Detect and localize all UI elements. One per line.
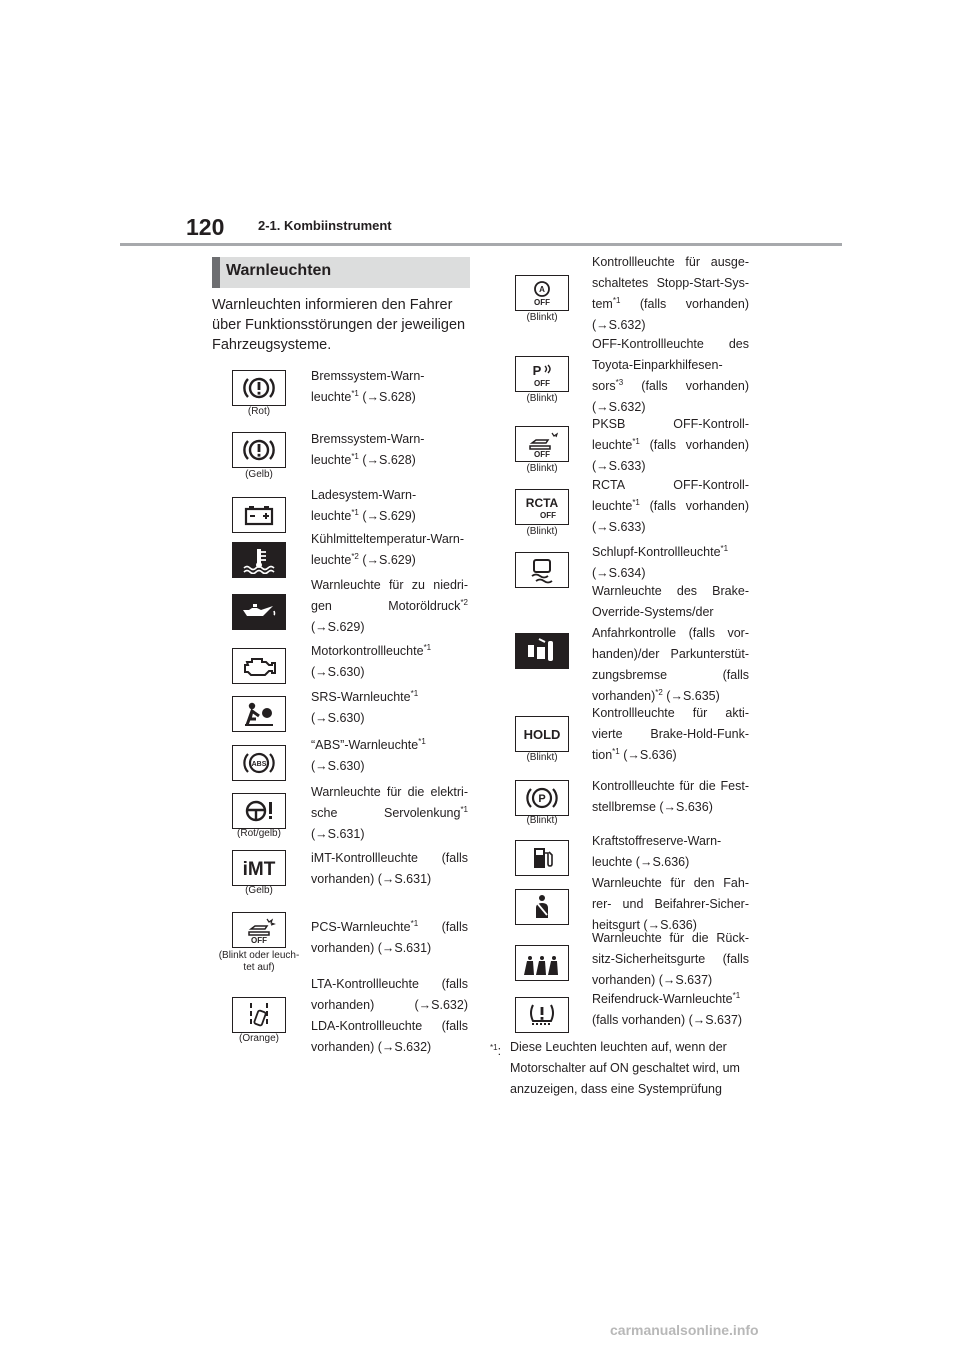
- description-line: Warnleuchte für zu niedri-: [311, 578, 468, 592]
- icon-caption: (Gelb): [245, 885, 273, 896]
- description-line: SRS-Warnleuchte$^{*1}$: [311, 688, 419, 704]
- tire-pressure-icon: [515, 997, 569, 1033]
- warning-light-description: [311, 429, 468, 471]
- hold-icon: [515, 716, 569, 752]
- description-line: Override-Systems/der: [592, 605, 714, 619]
- description-line: leuchte$^{*1}$ (→S.629): [311, 507, 416, 523]
- warning-light-description: [311, 575, 468, 638]
- icon-caption: (Blinkt): [526, 463, 558, 474]
- icon-caption: (Blinkt): [526, 815, 558, 826]
- svg-text:OFF: OFF: [534, 379, 550, 388]
- parking-brake-icon: [515, 780, 569, 816]
- description-line: handen)/der Parkunterstüt-: [592, 647, 749, 661]
- steering-warning-icon: [232, 793, 286, 829]
- slip-icon: [515, 552, 569, 588]
- rcta-off-icon: [515, 489, 569, 525]
- oil-can-icon: [232, 594, 286, 630]
- seatbelt-icon: [515, 889, 569, 925]
- description-line: Schlupf-Kontrollleuchte$^{*1}$: [592, 543, 729, 559]
- rear-seatbelt-icon: [515, 945, 569, 981]
- description-line: LTA-Kontrollleuchte (falls: [311, 977, 468, 991]
- warning-light-description: [592, 581, 749, 707]
- warning-light-description: [592, 252, 749, 336]
- engine-icon: [232, 648, 286, 684]
- lane-trace-icon: [232, 997, 286, 1033]
- description-line: rer- und Beifahrer-Sicher-: [592, 897, 749, 911]
- icon-caption: (Rot/gelb): [237, 828, 281, 839]
- warning-light-description: [592, 928, 749, 991]
- description-line: (→S.630): [311, 759, 365, 773]
- icon-caption: (Blinkt oder leuch-tet auf): [218, 950, 300, 973]
- footnote-line: anzuzeigen, dass eine Systemprüfung: [510, 1082, 722, 1096]
- page-number: 120: [186, 214, 225, 240]
- icon-caption: (Blinkt): [526, 752, 558, 763]
- brake-warning-icon: [232, 370, 286, 406]
- icon-caption: (Rot): [247, 406, 271, 417]
- description-line: (→S.633): [592, 520, 646, 534]
- svg-text:A: A: [539, 285, 545, 294]
- abs-icon: [232, 745, 286, 781]
- description-line: Warnleuchte für den Fah-: [592, 876, 749, 890]
- description-line: (falls vorhanden) (→S.637): [592, 1013, 743, 1027]
- description-line: (→S.630): [311, 665, 365, 679]
- description-line: “ABS”-Warnleuchte$^{*1}$: [311, 736, 426, 752]
- description-line: (→S.634): [592, 566, 646, 580]
- parking-sensor-off-icon: [515, 356, 569, 392]
- section-heading-bar: [212, 257, 470, 288]
- description-line: (→S.630): [311, 711, 365, 725]
- warning-light-description: [311, 974, 468, 1058]
- description-line: leuchte$^{*1}$ (falls vorhanden): [592, 497, 749, 513]
- description-line: (→S.632): [592, 318, 646, 332]
- description-line: PKSB OFF-Kontroll-: [592, 417, 749, 431]
- section-title: 2-1. Kombiinstrument: [258, 218, 392, 233]
- description-line: RCTA OFF-Kontroll-: [592, 478, 749, 492]
- description-line: Bremssystem-Warn-: [311, 369, 425, 383]
- svg-text:P: P: [538, 793, 546, 805]
- warning-light-description: [311, 529, 468, 571]
- warning-light-description: [592, 334, 749, 418]
- header-rule: [120, 243, 842, 246]
- airbag-icon: [232, 696, 286, 732]
- description-line: LDA-Kontrollleuchte (falls: [311, 1019, 468, 1033]
- description-line: Kühlmitteltemperatur-Warn-: [311, 532, 465, 546]
- description-line: Reifendruck-Warnleuchte$^{*1}$: [592, 990, 741, 1006]
- svg-text:OFF: OFF: [251, 936, 267, 944]
- warning-light-description: [311, 485, 468, 527]
- description-line: (→S.631): [311, 827, 365, 841]
- warning-light-description: [592, 542, 749, 584]
- description-line: zungsbremse (falls: [592, 668, 749, 682]
- description-line: vorhanden) (→S.632): [311, 998, 468, 1012]
- svg-text:OFF: OFF: [540, 511, 556, 520]
- warning-light-description: [592, 776, 749, 818]
- description-line: PCS-Warnleuchte$^{*1}$ (falls: [311, 918, 468, 934]
- description-line: schaltetes Stopp-Start-Sys-: [592, 276, 749, 290]
- coolant-temperature-icon: [232, 542, 286, 578]
- warning-light-description: [592, 475, 749, 538]
- watermark: carmanualsonline.info: [610, 1322, 759, 1338]
- description-line: leuchte (→S.636): [592, 855, 690, 869]
- footnote-line: Diese Leuchten leuchten auf, wenn der: [510, 1040, 727, 1054]
- description-line: gen Motoröldruck$^{*2}$: [311, 597, 468, 613]
- svg-text:OFF: OFF: [534, 450, 550, 458]
- warning-light-description: [592, 989, 749, 1031]
- warning-light-description: [311, 848, 468, 890]
- description-line: sche Servolenkung$^{*1}$: [311, 804, 468, 820]
- description-line: Bremssystem-Warn-: [311, 432, 425, 446]
- imt-icon: [232, 850, 286, 886]
- description-line: sors$^{*3}$ (falls vorhanden): [592, 377, 749, 393]
- description-line: Kontrollleuchte für die Fest-: [592, 779, 749, 793]
- description-line: leuchte$^{*1}$ (→S.628): [311, 451, 416, 467]
- description-line: tion$^{*1}$ (→S.636): [592, 746, 677, 762]
- description-line: Motorkontrollleuchte$^{*1}$: [311, 642, 432, 658]
- warning-light-description: [311, 735, 468, 777]
- svg-text:ABS: ABS: [251, 761, 267, 768]
- description-line: (→S.633): [592, 459, 646, 473]
- warning-light-description: [311, 687, 468, 729]
- battery-icon: [232, 497, 286, 533]
- icon-caption: (Blinkt): [526, 526, 558, 537]
- description-line: vorhanden) (→S.631): [311, 872, 432, 886]
- description-line: Warnleuchte für die elektri-: [311, 785, 468, 799]
- description-line: Kontrollleuchte für akti-: [592, 706, 749, 720]
- warning-light-description: [311, 641, 468, 683]
- description-line: Warnleuchte für die Rück-: [592, 931, 749, 945]
- footnote-text: [510, 1037, 770, 1100]
- description-line: leuchte$^{*1}$ (falls vorhanden): [592, 436, 749, 452]
- description-line: vorhanden) (→S.632): [311, 1040, 432, 1054]
- pksb-off-icon: [515, 426, 569, 462]
- description-line: leuchte$^{*2}$ (→S.629): [311, 551, 416, 567]
- description-line: vorhanden) (→S.637): [592, 973, 713, 987]
- pcs-off-icon: [232, 912, 286, 948]
- description-line: vorhanden) (→S.631): [311, 941, 432, 955]
- warning-light-description: [311, 917, 468, 959]
- description-line: Anfahrkontrolle (falls vor-: [592, 626, 749, 640]
- svg-text:OFF: OFF: [534, 298, 550, 307]
- icon-caption: (Gelb): [245, 469, 273, 480]
- icon-caption: (Blinkt): [526, 312, 558, 323]
- description-line: Toyota-Einparkhilfesen-: [592, 358, 723, 372]
- brake-override-icon: [515, 633, 569, 669]
- description-line: vierte Brake-Hold-Funk-: [592, 727, 749, 741]
- svg-text:iMT: iMT: [242, 859, 276, 880]
- warning-light-description: [311, 366, 468, 408]
- stop-start-off-icon: [515, 275, 569, 311]
- icon-caption: (Orange): [238, 1033, 279, 1044]
- description-line: Kontrollleuchte für ausge-: [592, 255, 749, 269]
- description-line: iMT-Kontrollleuchte (falls: [311, 851, 468, 865]
- description-line: vorhanden)$^{*2}$ (→S.635): [592, 687, 720, 703]
- warning-light-description: [311, 782, 468, 845]
- description-line: sitz-Sicherheitsgurte (falls: [592, 952, 749, 966]
- description-line: (→S.632): [592, 400, 646, 414]
- footnote-line: Motorschalter auf ON geschaltet wird, um: [510, 1061, 740, 1075]
- svg-text:P: P: [532, 363, 542, 378]
- description-line: leuchte$^{*1}$ (→S.628): [311, 388, 416, 404]
- intro-text: Warnleuchten informieren den Fahrer über Funktionsstörungen der jeweiligen Fahrzeugsysteme.: [212, 297, 466, 353]
- warning-light-description: [592, 703, 749, 766]
- description-line: OFF-Kontrollleuchte des: [592, 337, 749, 351]
- description-line: Warnleuchte des Brake-: [592, 584, 749, 598]
- description-line: Ladesystem-Warn-: [311, 488, 417, 502]
- section-heading: Warnleuchten: [226, 262, 332, 279]
- footnote-marker: $^{*1}$:: [490, 1043, 502, 1059]
- description-line: (→S.629): [311, 620, 365, 634]
- icon-caption: (Blinkt): [526, 393, 558, 404]
- description-line: heitsgurt (→S.636): [592, 918, 697, 932]
- warning-light-description: [592, 873, 749, 936]
- svg-text:RCTA: RCTA: [525, 496, 559, 510]
- warning-light-description: [592, 831, 749, 873]
- svg-text:HOLD: HOLD: [523, 727, 561, 742]
- description-line: tem$^{*1}$ (falls vorhanden): [592, 295, 749, 311]
- brake-warning-icon: [232, 432, 286, 468]
- description-line: stellbremse (→S.636): [592, 800, 713, 814]
- description-line: Kraftstoffreserve-Warn-: [592, 834, 722, 848]
- warning-light-description: [592, 414, 749, 477]
- fuel-icon: [515, 840, 569, 876]
